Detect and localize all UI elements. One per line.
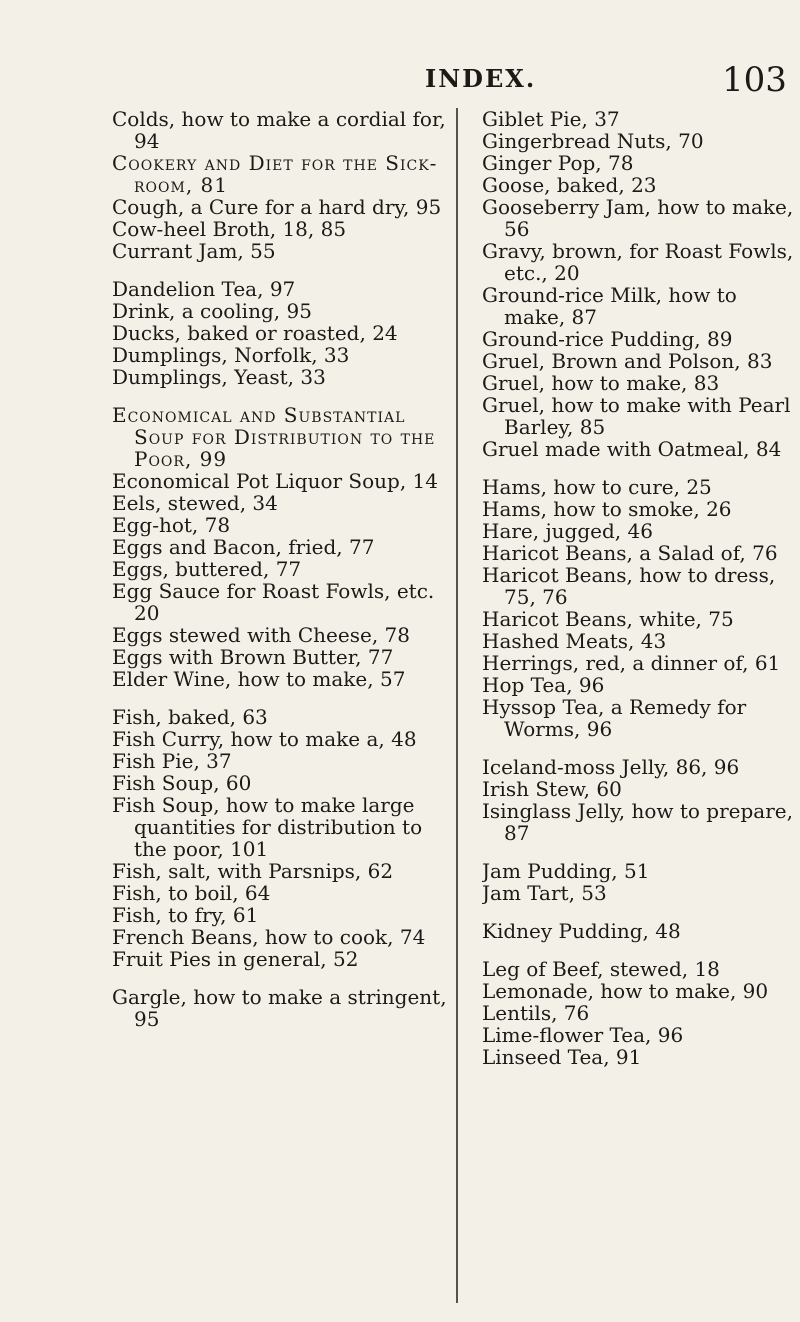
index-entry: Eggs with Brown Butter, 77 [112,645,394,669]
index-letter-group [112,986,452,1030]
index-entry: Jam Pudding, 51 [482,859,650,883]
index-entry: Gooseberry Jam, how to make, 56 [482,195,794,241]
index-letter-group [112,278,452,388]
index-entry: French Beans, how to cook, 74 [112,925,426,949]
page-header [0,60,800,100]
index-entry: Egg Sauce for Roast Fowls, etc. 20 [112,579,435,625]
index-entry: Ground-rice Pudding, 89 [482,327,733,351]
index-entry: Gingerbread Nuts, 70 [482,129,704,153]
index-entry: Lentils, 76 [482,1001,590,1025]
index-letter-group [482,920,800,942]
index-entry: Eggs and Bacon, fried, 77 [112,535,375,559]
index-entry: Haricot Beans, white, 75 [482,607,734,631]
index-entry: Jam Tart, 53 [482,881,607,905]
index-entry: Hams, how to cure, 25 [482,475,712,499]
index-letter-group [482,958,800,1068]
index-entry: Hare, jugged, 46 [482,519,653,543]
index-letter-group [482,756,800,844]
index-letter-group [112,706,452,970]
index-entry: Fish, salt, with Parsnips, 62 [112,859,394,883]
index-entry: Dandelion Tea, 97 [112,277,296,301]
index-entry: Lime-flower Tea, 96 [482,1023,684,1047]
index-entry: Leg of Beef, stewed, 18 [482,957,720,981]
index-entry: Fish, baked, 63 [112,705,268,729]
index-entry: Egg-hot, 78 [112,513,231,537]
index-entry: Fish, to fry, 61 [112,903,259,927]
index-entry: Isinglass Jelly, how to prepare, 87 [482,799,793,845]
index-entry: Gruel, how to make with Pearl Barley, 85 [482,393,791,439]
index-entry: Drink, a cooling, 95 [112,299,312,323]
index-entry: Colds, how to make a cordial for, 94 [112,107,446,153]
index-letter-group [482,860,800,904]
index-entry: Currant Jam, 55 [112,239,276,263]
column-divider [456,108,458,1303]
index-entry: Fish Soup, 60 [112,771,252,795]
index-entry: Economical Pot Liquor Soup, 14 [112,469,438,493]
index-entry: Fish Pie, 37 [112,749,232,773]
index-entry: Fish Curry, how to make a, 48 [112,727,417,751]
index-entry: Cookery and Diet for the Sick-room, 81 [112,151,438,197]
index-letter-group [482,476,800,740]
index-entry: Cow-heel Broth, 18, 85 [112,217,347,241]
index-entry: Hams, how to smoke, 26 [482,497,732,521]
index-entry: Gruel, Brown and Polson, 83 [482,349,773,373]
index-entry: Gravy, brown, for Roast Fowls, etc., 20 [482,239,794,285]
index-entry: Haricot Beans, a Salad of, 76 [482,541,778,565]
index-entry: Gruel, how to make, 83 [482,371,720,395]
running-title: INDEX. [425,64,537,93]
index-entry: Elder Wine, how to make, 57 [112,667,406,691]
index-entry: Economical and Substantial Soup for Distribution to the Poor, 99 [112,403,436,471]
index-entry: Giblet Pie, 37 [482,108,620,131]
index-entry: Eggs, buttered, 77 [112,557,302,581]
index-entry: Hyssop Tea, a Remedy for Worms, 96 [482,695,747,741]
index-entry: Fish Soup, how to make large quantities for distribution to the poor, 101 [112,793,423,861]
index-entry: Lemonade, how to make, 90 [482,979,769,1003]
page-number: 103 [722,60,787,100]
index-entry: Herrings, red, a dinner of, 61 [482,651,781,675]
index-letter-group [112,108,452,262]
index-entry: Gargle, how to make a stringent, 95 [112,985,447,1031]
index-entry: Linseed Tea, 91 [482,1045,642,1069]
index-entry: Gruel made with Oatmeal, 84 [482,437,782,461]
index-entry: Haricot Beans, how to dress, 75, 76 [482,563,776,609]
index-entry: Eggs stewed with Cheese, 78 [112,623,410,647]
index-entry: Ducks, baked or roasted, 24 [112,321,398,345]
index-column-left [112,108,452,1046]
index-letter-group [112,404,452,690]
index-entry: Dumplings, Yeast, 33 [112,365,326,389]
index-entry: Fruit Pies in general, 52 [112,947,359,971]
index-letter-group [482,108,800,460]
index-entry: Eels, stewed, 34 [112,491,278,515]
index-entry: Iceland-moss Jelly, 86, 96 [482,755,740,779]
index-entry: Hashed Meats, 43 [482,629,667,653]
index-entry: Irish Stew, 60 [482,777,622,801]
index-entry: Dumplings, Norfolk, 33 [112,343,350,367]
index-entry: Ground-rice Milk, how to make, 87 [482,283,737,329]
index-column-right [482,108,800,1084]
index-entry: Hop Tea, 96 [482,673,605,697]
index-entry: Fish, to boil, 64 [112,881,271,905]
index-entry: Cough, a Cure for a hard dry, 95 [112,195,442,219]
index-entry: Ginger Pop, 78 [482,151,634,175]
index-entry: Kidney Pudding, 48 [482,919,681,943]
index-entry: Goose, baked, 23 [482,173,657,197]
